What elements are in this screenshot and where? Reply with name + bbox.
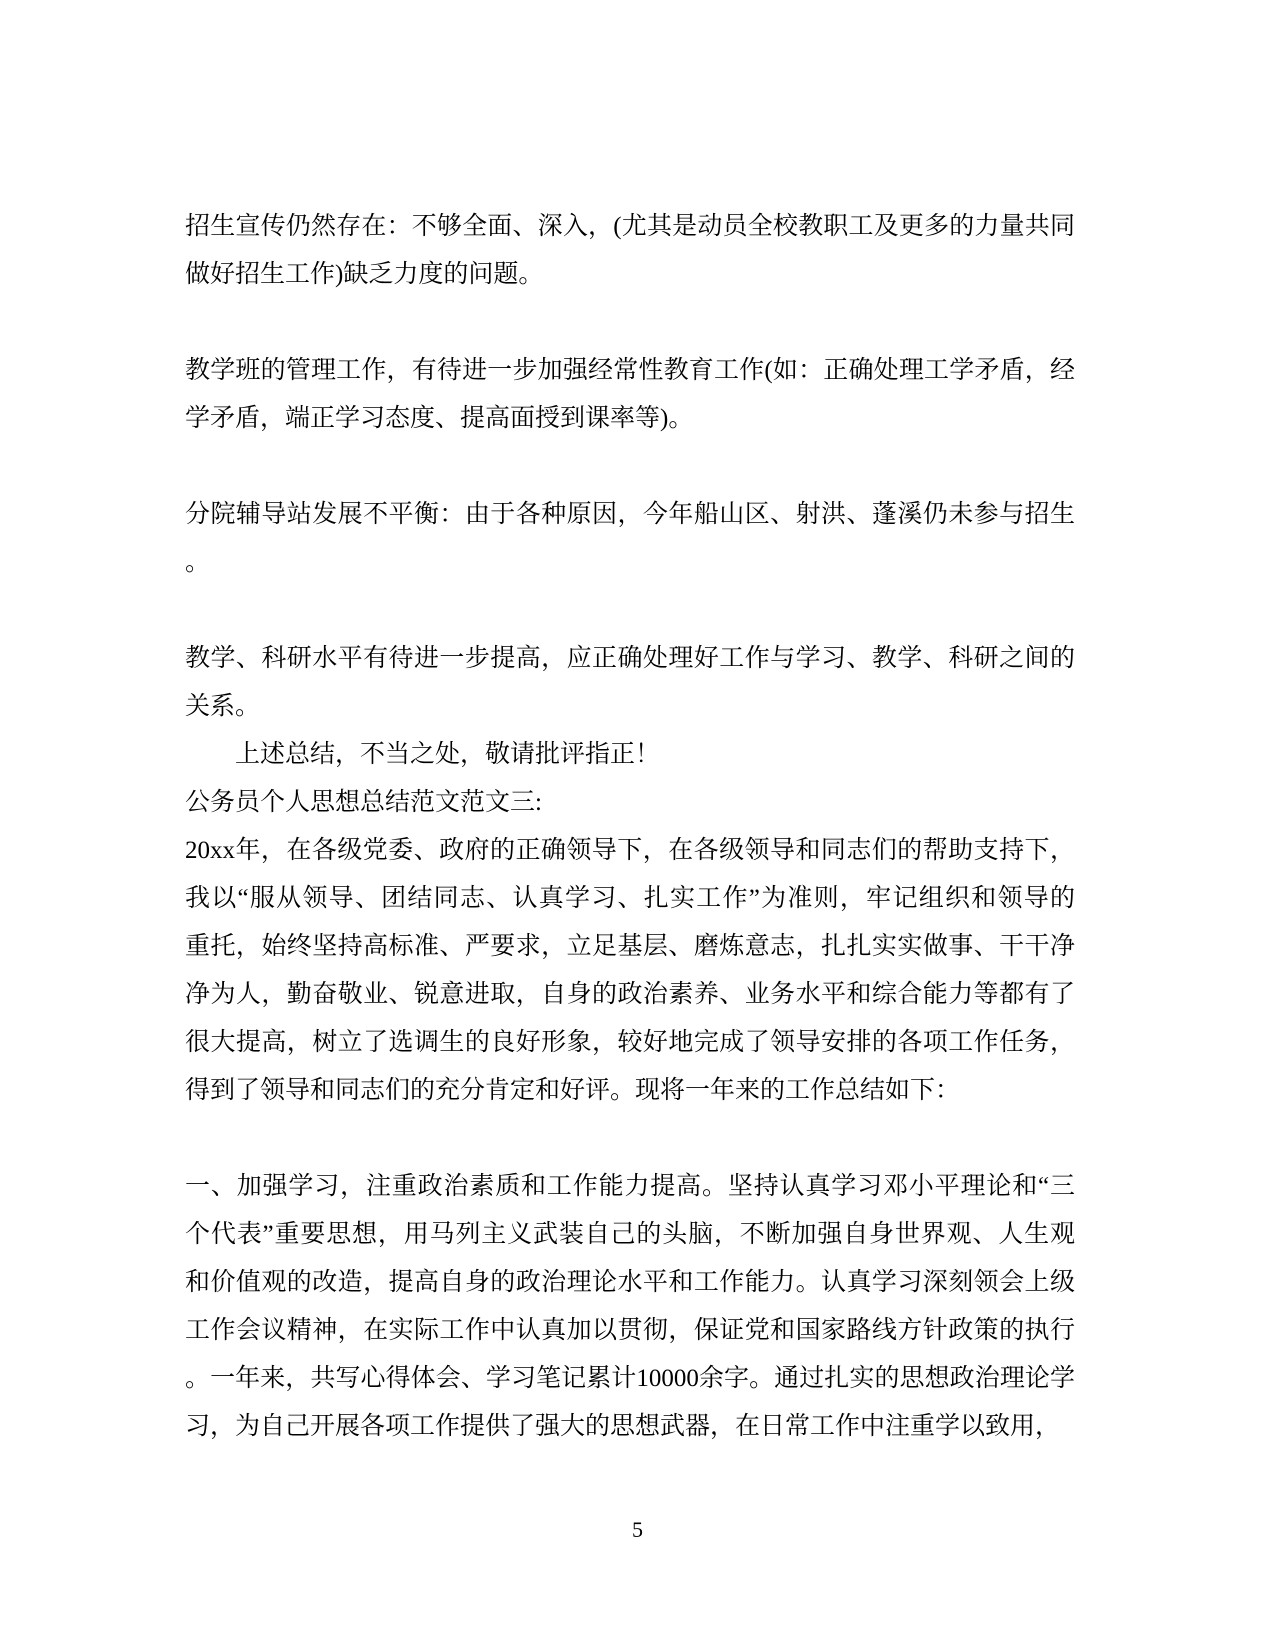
text-line: 上述总结，不当之处，敬请批评指正！ bbox=[235, 741, 661, 768]
paragraph bbox=[185, 203, 1075, 299]
text-line: 招生宣传仍然存在：不够全面、深入，(尤其是动员全校教职工及更多的力量共同 bbox=[185, 213, 1075, 240]
page-number: 5 bbox=[632, 1517, 643, 1542]
paragraph bbox=[185, 347, 1075, 443]
paragraph bbox=[185, 827, 1075, 1115]
text-line: 很大提高，树立了选调生的良好形象，较好地完成了领导安排的各项工作任务， bbox=[185, 1029, 1075, 1056]
text-line: 分院辅导站发展不平衡：由于各种原因，今年船山区、射洪、蓬溪仍未参与招生 bbox=[185, 501, 1075, 528]
paragraph bbox=[185, 731, 1075, 779]
text-line: 净为人，勤奋敬业、锐意进取，自身的政治素养、业务水平和综合能力等都有了 bbox=[185, 981, 1075, 1008]
text-line: 一、加强学习，注重政治素质和工作能力提高。坚持认真学习邓小平理论和“三 bbox=[185, 1173, 1075, 1200]
text-line: 教学、科研水平有待进一步提高，应正确处理好工作与学习、教学、科研之间的 bbox=[185, 645, 1075, 672]
blank-line bbox=[185, 1115, 1075, 1163]
blank-line bbox=[185, 299, 1075, 347]
paragraph bbox=[185, 779, 1075, 827]
text-line: 公务员个人思想总结范文范文三: bbox=[185, 789, 542, 816]
text-line: 工作会议精神，在实际工作中认真加以贯彻，保证党和国家路线方针政策的执行 bbox=[185, 1317, 1075, 1344]
text-line: 关系。 bbox=[185, 693, 261, 720]
text-line: 。一年来，共写心得体会、学习笔记累计10000余字。通过扎实的思想政治理论学 bbox=[185, 1365, 1075, 1392]
text-line: 个代表”重要思想，用马列主义武装自己的头脑，不断加强自身世界观、人生观 bbox=[185, 1221, 1075, 1248]
paragraph bbox=[185, 491, 1075, 587]
paragraph bbox=[185, 1163, 1075, 1451]
text-line: 得到了领导和同志们的充分肯定和好评。现将一年来的工作总结如下： bbox=[185, 1077, 961, 1104]
paragraph bbox=[185, 635, 1075, 731]
blank-line bbox=[185, 587, 1075, 635]
text-line: 。 bbox=[185, 549, 211, 576]
text-line: 教学班的管理工作，有待进一步加强经常性教育工作(如：正确处理工学矛盾，经 bbox=[185, 357, 1075, 384]
text-line: 做好招生工作)缺乏力度的问题。 bbox=[185, 261, 544, 288]
page-number-footer bbox=[0, 1515, 1275, 1545]
document-body bbox=[185, 203, 1075, 1451]
text-line: 重托，始终坚持高标准、严要求，立足基层、磨炼意志，扎扎实实做事、干干净 bbox=[185, 933, 1075, 960]
text-line: 20xx年，在各级党委、政府的正确领导下，在各级领导和同志们的帮助支持下， bbox=[185, 837, 1075, 864]
text-line: 和价值观的改造，提高自身的政治理论水平和工作能力。认真学习深刻领会上级 bbox=[185, 1269, 1075, 1296]
text-line: 我以“服从领导、团结同志、认真学习、扎实工作”为准则，牢记组织和领导的 bbox=[185, 885, 1075, 912]
text-line: 习，为自己开展各项工作提供了强大的思想武器，在日常工作中注重学以致用， bbox=[185, 1413, 1061, 1440]
blank-line bbox=[185, 443, 1075, 491]
text-line: 学矛盾，端正学习态度、提高面授到课率等)。 bbox=[185, 405, 694, 432]
